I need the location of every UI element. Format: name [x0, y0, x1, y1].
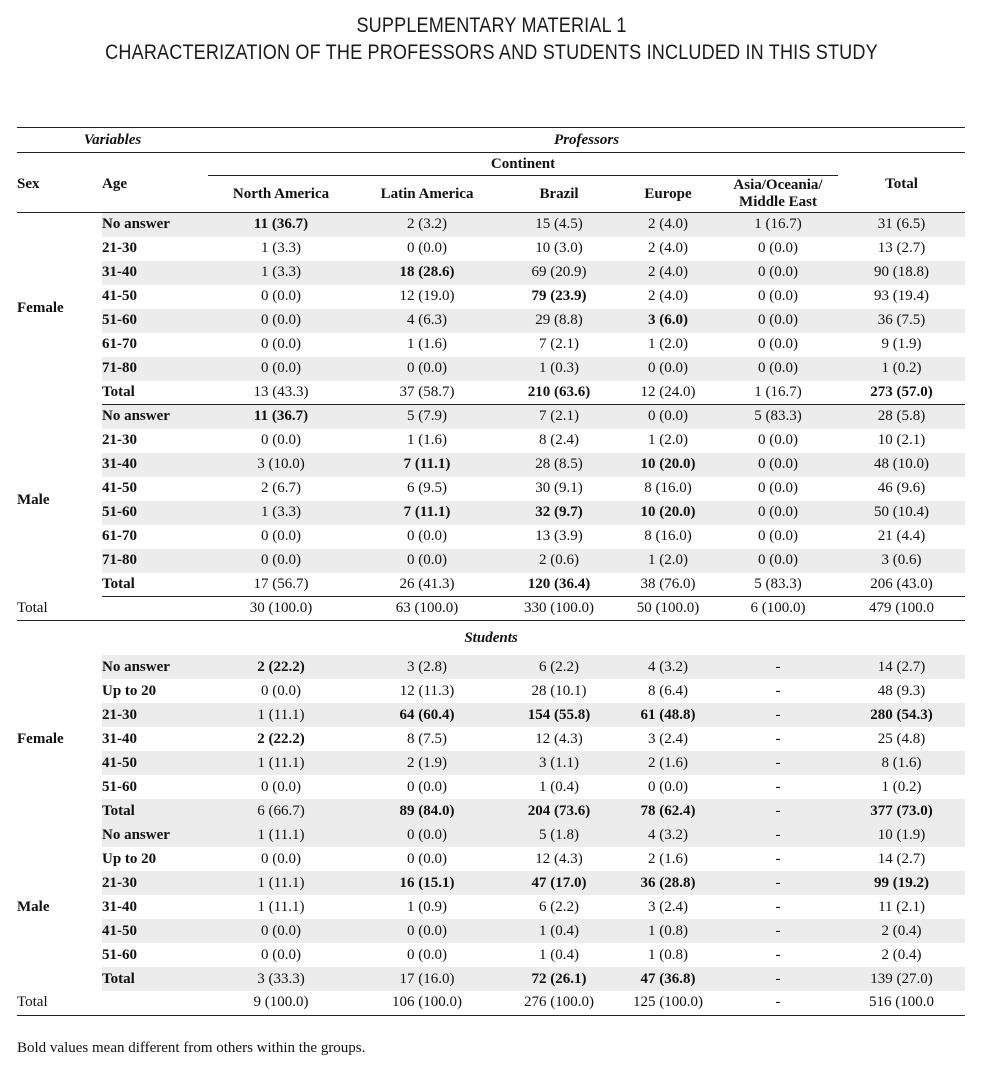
students-header: Students	[464, 629, 518, 646]
table-cell: 2 (1.6)	[648, 850, 689, 867]
table-cell: 90 (18.8)	[838, 261, 965, 285]
table-cell: 0 (0.0)	[208, 549, 354, 573]
table-cell: 10 (1.9)	[838, 823, 965, 847]
table-cell: 125 (100.0)	[618, 991, 718, 1015]
table-cell: 17 (16.0)	[354, 967, 500, 991]
age-label: 61-70	[102, 336, 137, 352]
table-cell: 1 (0.4)	[500, 919, 618, 943]
grand-total-row	[17, 597, 965, 621]
table-cell: 0 (0.0)	[718, 309, 838, 333]
footnote: Bold values mean different from others within the groups.	[17, 1040, 366, 1056]
table-cell: 1 (0.8)	[648, 946, 689, 963]
table-cell: 1 (3.3)	[261, 240, 302, 256]
table-cell: 210 (63.6)	[500, 381, 618, 405]
table-row	[17, 751, 965, 775]
table-cell: 0 (0.0)	[354, 357, 500, 381]
age-label: No answer	[102, 213, 208, 237]
table-cell: 0 (0.0)	[407, 240, 448, 256]
table-cell: 2 (1.9)	[354, 751, 500, 775]
table-cell: 28 (10.1)	[531, 682, 587, 699]
table-cell: 0 (0.0)	[407, 946, 448, 963]
col-total: Total	[885, 175, 918, 192]
title-line-1: SUPPLEMENTARY MATERIAL 1	[356, 14, 627, 37]
table-row	[17, 333, 965, 357]
table-cell: 120 (36.4)	[500, 573, 618, 597]
table-cell: 0 (0.0)	[261, 682, 302, 699]
table-cell: 8 (6.4)	[648, 682, 689, 699]
table-cell: -	[775, 730, 781, 747]
table-cell: 1 (2.0)	[618, 549, 718, 573]
table-cell: 14 (2.7)	[838, 655, 965, 679]
table-cell: 0 (0.0)	[208, 357, 354, 381]
table-cell: 0 (0.0)	[718, 261, 838, 285]
table-cell: 2 (0.6)	[500, 549, 618, 573]
table-cell: 273 (57.0)	[838, 381, 965, 405]
table-cell: 1 (2.0)	[648, 432, 689, 448]
age-label: 41-50	[102, 919, 208, 943]
table-cell: -	[718, 751, 838, 775]
table-cell: 0 (0.0)	[718, 453, 838, 477]
age-label: 51-60	[102, 309, 208, 333]
table-cell: 18 (28.6)	[354, 261, 500, 285]
table-cell: 0 (0.0)	[718, 357, 838, 381]
table-cell: 29 (8.8)	[500, 309, 618, 333]
table-cell: 10 (3.0)	[535, 240, 583, 256]
table-row	[17, 919, 965, 943]
table-cell: 0 (0.0)	[354, 919, 500, 943]
grand-total-label: Total	[17, 991, 208, 1015]
table-row	[17, 405, 965, 429]
table-cell: 377 (73.0)	[838, 799, 965, 823]
table-cell: 64 (60.4)	[354, 703, 500, 727]
table-cell: -	[718, 655, 838, 679]
table-cell: 93 (19.4)	[874, 288, 930, 304]
table-cell: 0 (0.0)	[648, 778, 689, 795]
table-cell: 6 (2.2)	[539, 898, 580, 915]
sex-header: Sex	[17, 175, 40, 192]
table-cell: 0 (0.0)	[618, 357, 718, 381]
age-label: Total	[102, 799, 208, 823]
table-cell: 99 (19.2)	[838, 871, 965, 895]
table-cell: 14 (2.7)	[877, 850, 926, 867]
table-cell: 13 (43.3)	[208, 381, 354, 405]
table-row	[17, 847, 965, 871]
table-cell: 0 (0.0)	[718, 501, 838, 525]
table-cell: 1 (3.3)	[208, 501, 354, 525]
col-europe: Europe	[644, 185, 692, 202]
age-label: 41-50	[102, 480, 137, 496]
table-cell: 479 (100.0	[838, 597, 965, 621]
table-cell: 17 (56.7)	[208, 573, 354, 597]
table-cell: 2 (0.4)	[881, 946, 922, 963]
table-cell: 4 (3.2)	[618, 655, 718, 679]
table-row	[17, 727, 965, 751]
age-label: No answer	[102, 405, 208, 429]
table-row	[17, 655, 965, 679]
table-cell: 37 (58.7)	[354, 381, 500, 405]
table-cell: 13 (3.9)	[535, 528, 583, 544]
table-cell: 3 (6.0)	[618, 309, 718, 333]
table-cell: 0 (0.0)	[758, 288, 799, 304]
table-cell: 1 (11.1)	[208, 751, 354, 775]
table-cell: 11 (36.7)	[208, 405, 354, 429]
table-cell: 1 (16.7)	[718, 381, 838, 405]
table-cell: -	[775, 778, 781, 795]
table-row	[17, 703, 965, 727]
table-cell: 106 (100.0)	[354, 991, 500, 1015]
table-cell: 1 (0.3)	[500, 357, 618, 381]
table-row	[17, 429, 965, 453]
table-cell: 7 (11.1)	[354, 453, 500, 477]
variables-header: Variables	[17, 128, 208, 153]
table-cell: 0 (0.0)	[261, 850, 302, 867]
age-label: 41-50	[102, 751, 208, 775]
table-cell: 10 (2.1)	[877, 432, 926, 448]
grand-total-row	[17, 991, 965, 1015]
table-cell: -	[775, 946, 781, 963]
table-cell: 6 (9.5)	[407, 480, 448, 496]
table-cell: 10 (20.0)	[618, 453, 718, 477]
table-row	[17, 967, 965, 991]
col-latin-america: Latin America	[380, 185, 474, 202]
table-cell: 206 (43.0)	[838, 573, 965, 597]
table-cell: 2 (22.2)	[257, 730, 305, 747]
header-row-groups	[17, 128, 965, 153]
table-cell: 8 (16.0)	[644, 480, 692, 496]
table-cell: 12 (11.3)	[399, 682, 455, 699]
table-cell: 1 (1.6)	[407, 336, 448, 352]
table-row	[17, 285, 965, 309]
table-cell: 0 (0.0)	[407, 850, 448, 867]
table-row	[17, 477, 965, 501]
age-header: Age	[102, 175, 127, 192]
table-cell: 50 (10.4)	[838, 501, 965, 525]
table-cell: 3 (2.4)	[648, 730, 689, 747]
table-cell: 1 (0.2)	[838, 357, 965, 381]
title-line-2: CHARACTERIZATION OF THE PROFESSORS AND STUDENTS INCLUDED IN THIS STUDY	[105, 41, 878, 64]
table-cell: 516 (100.0	[838, 991, 965, 1015]
table-cell: 0 (0.0)	[208, 919, 354, 943]
table-cell: 276 (100.0)	[500, 991, 618, 1015]
table-cell: 78 (62.4)	[618, 799, 718, 823]
table-cell: 1 (16.7)	[718, 213, 838, 237]
age-label: 21-30	[102, 703, 208, 727]
col-brazil: Brazil	[539, 185, 579, 202]
table-cell: 0 (0.0)	[261, 528, 302, 544]
table-cell: 10 (20.0)	[618, 501, 718, 525]
age-label: 31-40	[102, 898, 137, 915]
table-cell: 26 (41.3)	[354, 573, 500, 597]
table-row	[17, 381, 965, 405]
table-cell: 7 (2.1)	[500, 405, 618, 429]
table-cell: 0 (0.0)	[758, 528, 799, 544]
characterization-table	[17, 127, 965, 1016]
table-cell: 36 (7.5)	[838, 309, 965, 333]
table-cell: 7 (11.1)	[354, 501, 500, 525]
table-cell: 3 (10.0)	[208, 453, 354, 477]
table-cell: 5 (83.3)	[718, 405, 838, 429]
table-cell: 12 (19.0)	[399, 288, 455, 304]
table-cell: 0 (0.0)	[261, 336, 302, 352]
table-cell: 13 (2.7)	[877, 240, 926, 256]
table-cell: 9 (100.0)	[208, 991, 354, 1015]
table-cell: 0 (0.0)	[261, 946, 302, 963]
table-cell: 31 (6.5)	[838, 213, 965, 237]
table-cell: 30 (100.0)	[208, 597, 354, 621]
col-asia-oceania-middle-east: Asia/Oceania/ Middle East	[733, 177, 823, 210]
table-cell: -	[718, 967, 838, 991]
table-cell: 0 (0.0)	[718, 549, 838, 573]
table-row	[17, 679, 965, 703]
table-row	[17, 549, 965, 573]
table-cell: 12 (4.3)	[535, 730, 583, 747]
table-cell: 1 (1.6)	[407, 432, 448, 448]
table-cell: 11 (36.7)	[208, 213, 354, 237]
table-cell: 48 (10.0)	[838, 453, 965, 477]
table-cell: 2 (4.0)	[618, 213, 718, 237]
table-cell: 1 (0.2)	[881, 778, 922, 795]
age-label: Total	[102, 967, 208, 991]
table-cell: 8 (2.4)	[539, 432, 580, 448]
header-row-columns	[17, 176, 965, 213]
table-cell: 3 (2.8)	[354, 655, 500, 679]
age-label: 71-80	[102, 357, 208, 381]
table-cell: 46 (9.6)	[877, 480, 926, 496]
age-label: 51-60	[102, 946, 137, 963]
students-section-row	[17, 621, 965, 656]
table-row	[17, 799, 965, 823]
table-cell: 6 (2.2)	[500, 655, 618, 679]
age-label: 31-40	[102, 261, 208, 285]
table-cell: 9 (1.9)	[881, 336, 922, 352]
table-row	[17, 213, 965, 237]
col-north-america: North America	[232, 185, 330, 202]
table-cell: 5 (1.8)	[500, 823, 618, 847]
table-cell: 1 (2.0)	[648, 336, 689, 352]
age-label: Up to 20	[102, 682, 157, 699]
table-cell: 8 (1.6)	[838, 751, 965, 775]
table-cell: 8 (7.5)	[407, 730, 448, 747]
table-cell: 0 (0.0)	[354, 823, 500, 847]
table-cell: 4 (3.2)	[618, 823, 718, 847]
table-cell: 28 (5.8)	[838, 405, 965, 429]
table-cell: 2 (1.6)	[618, 751, 718, 775]
table-cell: 79 (23.9)	[531, 288, 587, 304]
table-row	[17, 261, 965, 285]
table-cell: 0 (0.0)	[758, 480, 799, 496]
table-cell: -	[718, 991, 838, 1015]
table-cell: -	[775, 898, 781, 915]
table-row	[17, 357, 965, 381]
table-cell: 139 (27.0)	[838, 967, 965, 991]
table-cell: 63 (100.0)	[354, 597, 500, 621]
age-label: 61-70	[102, 528, 137, 544]
table-row	[17, 823, 965, 847]
table-cell: 0 (0.0)	[758, 240, 799, 256]
table-cell: 25 (4.8)	[877, 730, 926, 747]
table-cell: 3 (2.4)	[648, 898, 689, 915]
age-label: Up to 20	[102, 850, 157, 867]
table-cell: 1 (0.8)	[618, 919, 718, 943]
table-cell: -	[775, 682, 781, 699]
table-row	[17, 237, 965, 261]
table-cell: -	[775, 850, 781, 867]
age-label: 51-60	[102, 501, 208, 525]
table-row	[17, 309, 965, 333]
sex-label: Female	[17, 213, 102, 405]
table-cell: 61 (48.8)	[618, 703, 718, 727]
table-cell: 21 (4.4)	[877, 528, 926, 544]
table-cell: 1 (0.4)	[539, 946, 580, 963]
table-cell: 2 (22.2)	[208, 655, 354, 679]
table-cell: 89 (84.0)	[354, 799, 500, 823]
table-cell: 5 (7.9)	[354, 405, 500, 429]
age-label: 21-30	[102, 432, 137, 448]
table-cell: 154 (55.8)	[500, 703, 618, 727]
table-row	[17, 895, 965, 919]
table-cell: 2 (4.0)	[648, 288, 689, 304]
age-label: 31-40	[102, 730, 137, 747]
table-cell: 69 (20.9)	[500, 261, 618, 285]
table-row	[17, 453, 965, 477]
age-label: No answer	[102, 823, 208, 847]
table-cell: 38 (76.0)	[618, 573, 718, 597]
table-cell: 48 (9.3)	[877, 682, 926, 699]
professors-header: Professors	[208, 128, 965, 153]
table-row	[17, 525, 965, 549]
table-cell: 32 (9.7)	[500, 501, 618, 525]
table-cell: 28 (8.5)	[500, 453, 618, 477]
table-cell: 3 (33.3)	[208, 967, 354, 991]
table-cell: 0 (0.0)	[208, 309, 354, 333]
age-label: 21-30	[102, 240, 137, 256]
table-cell: 2 (6.7)	[261, 480, 302, 496]
table-cell: 1 (0.4)	[539, 778, 580, 795]
sex-label: Male	[17, 492, 50, 508]
table-cell: 1 (3.3)	[208, 261, 354, 285]
sex-label: Female	[17, 730, 64, 747]
table-cell: 0 (0.0)	[618, 405, 718, 429]
table-cell: 1 (11.1)	[208, 823, 354, 847]
table-cell: 204 (73.6)	[500, 799, 618, 823]
table-cell: 30 (9.1)	[535, 480, 583, 496]
students-body	[17, 655, 965, 1015]
table-cell: 0 (0.0)	[758, 336, 799, 352]
table-cell: -	[718, 919, 838, 943]
table-cell: 2 (4.0)	[648, 240, 689, 256]
table-cell: 5 (83.3)	[718, 573, 838, 597]
table-cell: 12 (24.0)	[618, 381, 718, 405]
document-title	[69, 12, 914, 66]
age-label: No answer	[102, 655, 208, 679]
table-cell: 280 (54.3)	[838, 703, 965, 727]
table-cell: -	[718, 799, 838, 823]
table-row	[17, 775, 965, 799]
age-label: 71-80	[102, 549, 208, 573]
table-cell: 47 (36.8)	[618, 967, 718, 991]
table-cell: 0 (0.0)	[261, 288, 302, 304]
table-cell: 1 (11.1)	[257, 898, 305, 915]
table-cell: 0 (0.0)	[261, 778, 302, 795]
table-cell: 7 (2.1)	[539, 336, 580, 352]
table-cell: 0 (0.0)	[261, 432, 302, 448]
table-cell: 6 (100.0)	[718, 597, 838, 621]
table-cell: 0 (0.0)	[407, 778, 448, 795]
table-cell: 1 (11.1)	[208, 703, 354, 727]
age-label: Total	[102, 381, 208, 405]
table-cell: 8 (16.0)	[644, 528, 692, 544]
table-cell: 47 (17.0)	[500, 871, 618, 895]
table-row	[17, 871, 965, 895]
table-row	[17, 501, 965, 525]
age-label: 21-30	[102, 871, 208, 895]
table-cell: 2 (4.0)	[618, 261, 718, 285]
age-label: 51-60	[102, 778, 137, 795]
table-cell: -	[718, 703, 838, 727]
grand-total-label: Total	[17, 597, 208, 621]
age-label: 41-50	[102, 288, 137, 304]
professors-body	[17, 213, 965, 621]
table-cell: 4 (6.3)	[354, 309, 500, 333]
table-cell: 6 (66.7)	[208, 799, 354, 823]
table-row	[17, 943, 965, 967]
table-cell: 3 (1.1)	[500, 751, 618, 775]
age-label: 31-40	[102, 453, 208, 477]
table-cell: 2 (3.2)	[354, 213, 500, 237]
table-cell: 12 (4.3)	[535, 850, 583, 867]
table-cell: -	[718, 871, 838, 895]
table-cell: 3 (0.6)	[838, 549, 965, 573]
continent-header: Continent	[208, 153, 838, 176]
table-cell: 0 (0.0)	[407, 528, 448, 544]
age-label: Total	[102, 573, 208, 597]
table-cell: 72 (26.1)	[500, 967, 618, 991]
table-cell: -	[718, 823, 838, 847]
table-cell: 16 (15.1)	[354, 871, 500, 895]
header-row-continent	[17, 153, 965, 176]
table-cell: 1 (11.1)	[208, 871, 354, 895]
table-cell: 0 (0.0)	[354, 549, 500, 573]
table-cell: 36 (28.8)	[618, 871, 718, 895]
table-cell: 15 (4.5)	[500, 213, 618, 237]
sex-label: Male	[17, 898, 50, 915]
table-cell: 50 (100.0)	[618, 597, 718, 621]
table-row	[17, 573, 965, 597]
table-cell: 330 (100.0)	[500, 597, 618, 621]
table-cell: 11 (2.1)	[878, 898, 925, 915]
table-cell: 2 (0.4)	[838, 919, 965, 943]
table-cell: 0 (0.0)	[758, 432, 799, 448]
table-cell: 1 (0.9)	[407, 898, 448, 915]
